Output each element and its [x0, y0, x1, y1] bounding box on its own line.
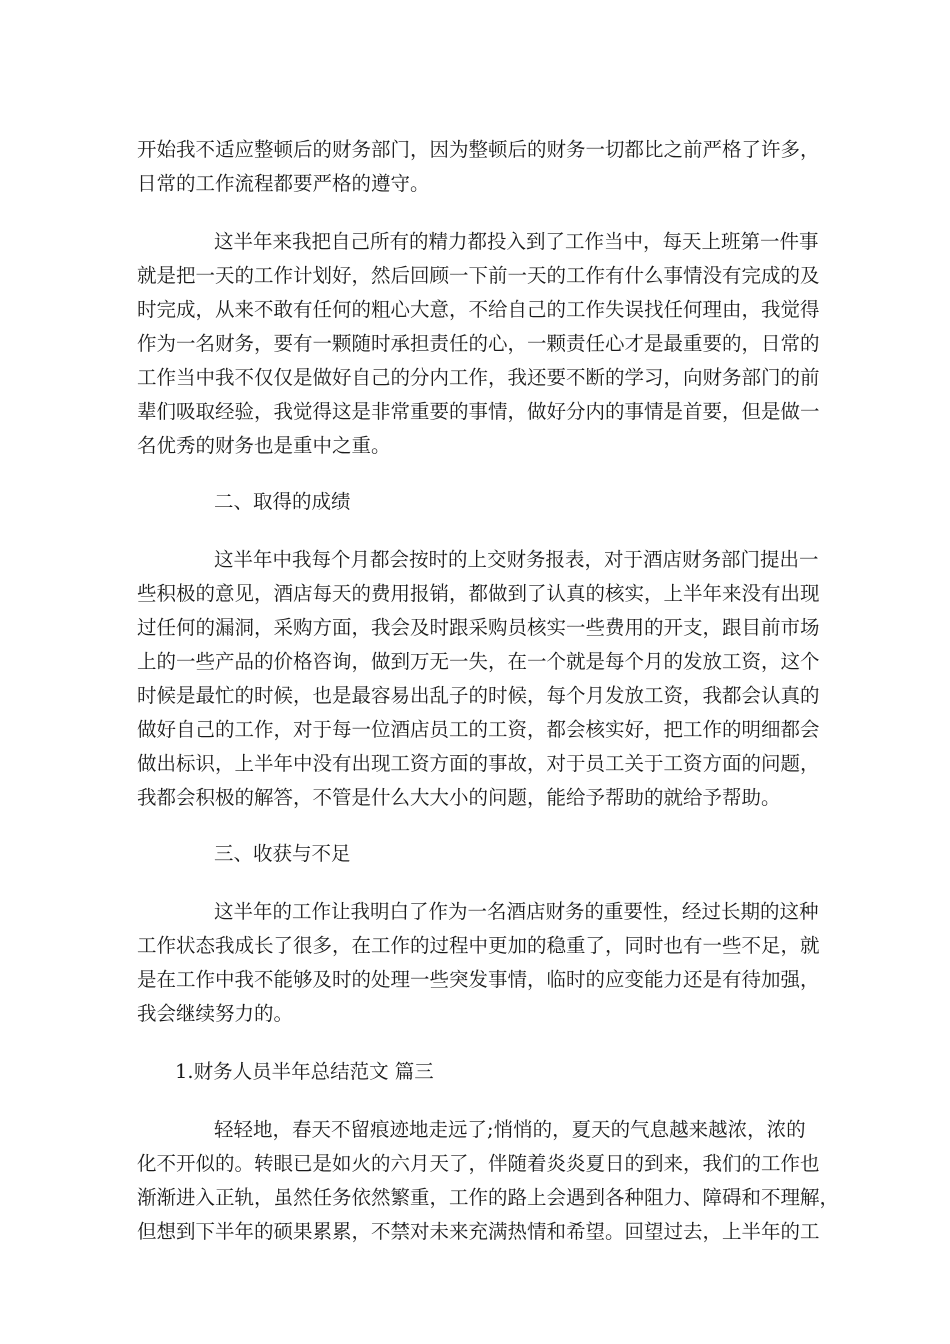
text-line: 是在工作中我不能够及时的处理一些突发事情，临时的应变能力还是有待加强， [137, 968, 820, 991]
text-line: 但想到下半年的硕果累累，不禁对未来充满热情和希望。回望过去，上半年的工 [137, 1220, 820, 1243]
text-line: 这半年来我把自己所有的精力都投入到了工作当中，每天上班第一件事 [214, 230, 819, 253]
text-line: 时候是最忙的时候，也是最容易出乱子的时候，每个月发放工资，我都会认真的 [137, 684, 820, 707]
text-line: 就是把一天的工作计划好，然后回顾一下前一天的工作有什么事情没有完成的及 [137, 264, 820, 287]
text-line: 轻轻地，春天不留痕迹地走远了;悄悄的，夏天的气息越来越浓，浓的 [214, 1118, 806, 1141]
text-line: 开始我不适应整顿后的财务部门，因为整顿后的财务一切都比之前严格了许多， [137, 138, 820, 161]
text-line: 做出标识，上半年中没有出现工资方面的事故，对于员工关于工资方面的问题， [137, 752, 820, 775]
text-line: 名优秀的财务也是重中之重。 [137, 434, 391, 457]
text-line: 工作状态我成长了很多，在工作的过程中更加的稳重了，同时也有一些不足，就 [137, 934, 820, 957]
text-line: 工作当中我不仅仅是做好自己的分内工作，我还要不断的学习，向财务部门的前 [137, 366, 820, 389]
text-line: 些积极的意见，酒店每天的费用报销，都做到了认真的核实，上半年来没有出现 [137, 582, 820, 605]
text-line: 我都会积极的解答，不管是什么大大小的问题，能给予帮助的就给予帮助。 [137, 786, 781, 809]
section-heading: 二、取得的成绩 [214, 490, 351, 513]
text-line: 时完成，从来不敢有任何的粗心大意，不给自己的工作失误找任何理由，我觉得 [137, 298, 820, 321]
text-line: 我会继续努力的。 [137, 1002, 294, 1025]
section-heading: 三、收获与不足 [214, 842, 351, 865]
text-line: 这半年中我每个月都会按时的上交财务报表，对于酒店财务部门提出一 [214, 548, 819, 571]
text-line: 化不开似的。转眼已是如火的六月天了，伴随着炎炎夏日的到来，我们的工作也 [137, 1152, 820, 1175]
article-heading: 1.财务人员半年总结范文 篇三 [175, 1060, 434, 1083]
text-line: 渐渐进入正轨，虽然任务依然繁重，工作的路上会遇到各种阻力、障碍和不理解， [137, 1186, 840, 1209]
text-line: 辈们吸取经验，我觉得这是非常重要的事情，做好分内的事情是首要，但是做一 [137, 400, 820, 423]
text-line: 作为一名财务，要有一颗随时承担责任的心，一颗责任心才是最重要的，日常的 [137, 332, 820, 355]
text-line: 上的一些产品的价格咨询，做到万无一失，在一个就是每个月的发放工资，这个 [137, 650, 820, 673]
text-line: 过任何的漏洞，采购方面，我会及时跟采购员核实一些费用的开支，跟目前市场 [137, 616, 820, 639]
text-line: 做好自己的工作，对于每一位酒店员工的工资，都会核实好，把工作的明细都会 [137, 718, 820, 741]
text-line: 这半年的工作让我明白了作为一名酒店财务的重要性，经过长期的这种 [214, 900, 819, 923]
text-line: 日常的工作流程都要严格的遵守。 [137, 172, 430, 195]
